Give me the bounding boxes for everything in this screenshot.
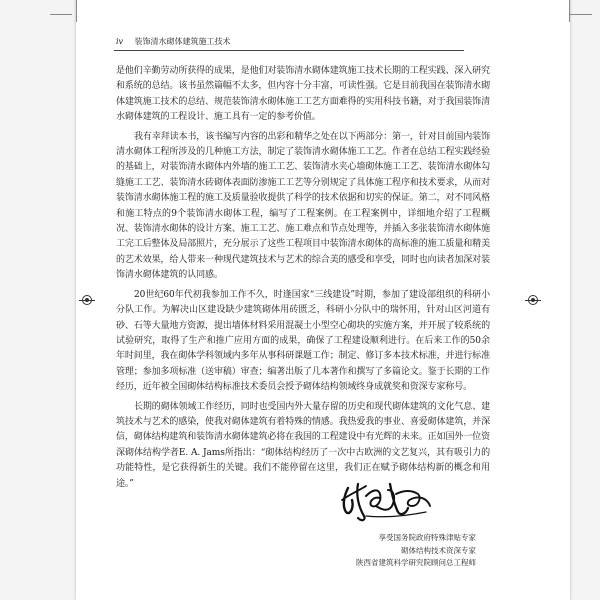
running-header <box>116 36 231 47</box>
body-text <box>116 64 490 492</box>
crop-mark <box>50 14 72 15</box>
registration-mark-right <box>528 295 538 305</box>
signoff-title-1: 享受国务院政府特殊津贴专家 <box>378 533 476 542</box>
signoff-block <box>356 532 476 570</box>
paragraph: 长期的砌体领域工作经历，同时也受国内外大量存留的历史和现代砌体建筑的文化气息、建筑技术与艺术的感染，使我对砌体建筑有着特殊的情感。我热爱我的事业、喜爱砌体建筑，并深信，砌体结构建筑和装饰清水砌体建筑必将在我国的工程建设中有光辉的未来。正如国外一位资深砌体结构学者E. A. Jams所指出：“砌体结构经历了一次中古欧洲的文艺复兴，其有吸引力的功能特性，是它获得新生的关键。我们不能停留在这里，我们正在赋予砌体结构新的概念和用途。” <box>116 401 491 489</box>
paragraph: 是他们辛勤劳动所获得的成果，是他们对装饰清水砌体建筑施工技术长期的工程实践、深入研究和系统的总结。该书虽然篇幅不太多，但内容十分丰富，可读性强。它是目前我国在装饰清水砌体建筑施工技术的总结、规范装饰清水砌体施工工艺方面难得的实用科技书籍，对于我国装饰清水砌体建筑的工程设计、施工具有一定的参考价值。 <box>116 66 490 123</box>
header-rule <box>114 50 464 51</box>
crop-mark <box>76 0 77 22</box>
paragraph: 我有幸拜读本书，该书编写内容的出彩和精华之处在以下两部分：第一，针对目前国内装饰清水砌体工程所涉及的几种施工方法，制定了装饰清水砌体施工工艺。作者在总结工程实践经验的基础上，对装饰清水砌体内外墙的施工工艺、装饰清水夹心墙砌体施工工艺、装饰清水砌体勾缝施工工艺、装饰清水砖砌体表面防渗施工工艺等分别规定了具体施工程序和技术要求，从而对装饰清水砌体施工程的施工及质量验收提供了科学的技术依据和切实的保证。第二，对不同风格和施工特点的9个装饰清水砌体工程，编写了工程案例。在工程案例中，详细地介绍了工程概况、装饰清水砌体的设计方案、施工工艺、施工难点和节点处理等，并插入多张装饰清水砌体施工完工后整体及局部照片，充分展示了这些工程项目中装饰清水砌体的高标准的施工质量和精美的艺术效果，给人带来一种现代建筑技术与艺术的综合美的感受和享受，同时也向读者加深对装饰清水砌体建筑的认同感。 <box>116 131 491 281</box>
crop-mark <box>569 0 570 22</box>
handwritten-signature <box>336 476 436 526</box>
signoff-title-2: 砌体结构技术资深专家 <box>401 545 476 555</box>
crop-mark <box>570 14 592 15</box>
page-number: iv <box>116 37 124 46</box>
paragraph: 20世纪60年代初我参加工作不久，时逢国家“三线建设”时期，参加了建设部组织的科研小分队工作。为解决山区建设缺少建筑砌体用砖匮乏，科研小分队中的瑞怀用，针对山区河道有砂、石等大量地方资源，提出墙体材料采用混凝土小型空心砌块的实施方案，并开展了较系统的试验研究，取得了生产和推广应用方面的成果，确保了工程建设顺利进行。在后来工作的50余年时间里，我在砌体学科领域内多年从事科研课题工作；制定、修订多本技术标准，并进行标准管理；参加多项标准（送审稿）审查；编著出版了几本著作和撰写了多篇论文。鉴于长期的工作经历，近年被全国砌体结构标准技术委员会授予砌体结构领域终身成就奖和资深专家称号。 <box>116 289 490 393</box>
registration-mark-left <box>82 295 92 305</box>
running-title: 装饰清水砌体建筑施工技术 <box>134 37 231 46</box>
signoff-title-3: 陕西省建筑科学研究院顾问总工程师 <box>356 558 476 567</box>
